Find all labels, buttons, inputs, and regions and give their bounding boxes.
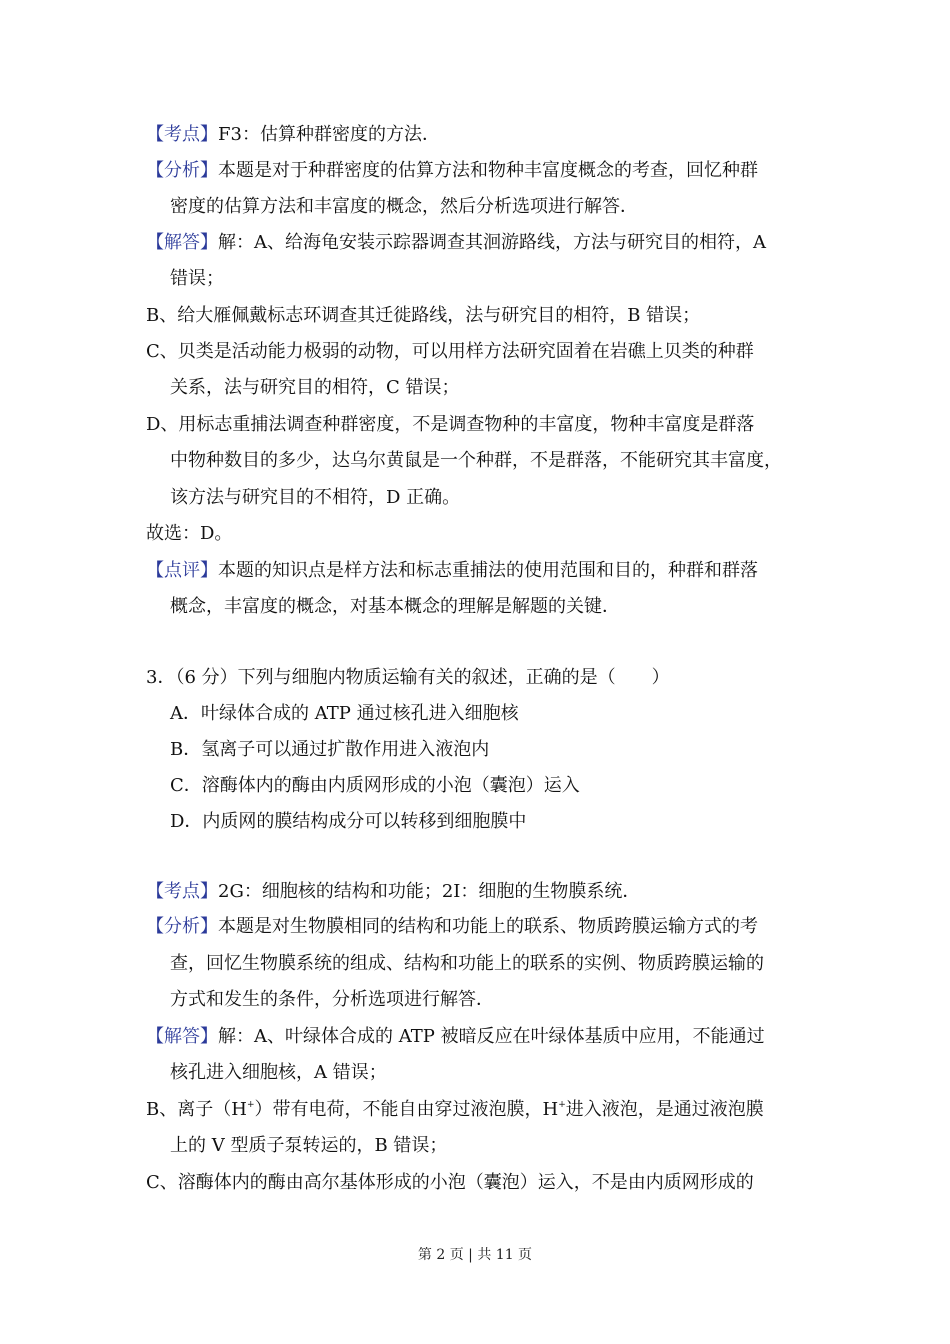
fenxi-line-2 [146, 915, 758, 939]
question-stem: 3．（6 分）下列与细胞内物质运输有关的叙述，正确的是（ ） [146, 667, 670, 688]
option-c: C．溶酶体内的酶由内质网形成的小泡（囊泡）运入 [170, 775, 580, 796]
jieda-continuation: 错误； [170, 268, 224, 289]
jieda-text: 解：A、给海龟安装示踪器调查其洄游路线，方法与研究目的相符，A [218, 232, 766, 253]
answer-b-2 [146, 1098, 764, 1122]
superscript-plus: + [558, 1100, 566, 1110]
jieda-tag: 【解答】 [146, 1026, 218, 1047]
jieda-tag: 【解答】 [146, 232, 218, 253]
fenxi-text: 本题是对生物膜相同的结构和功能上的联系、物质跨膜运输方式的考 [218, 916, 758, 937]
kaodian-tag: 【考点】 [146, 881, 218, 902]
kaodian-text: F3：估算种群密度的方法． [218, 124, 440, 145]
answer-c: C、贝类是活动能力极弱的动物，可以用样方法研究固着在岩礁上贝类的种群 [146, 341, 754, 362]
fenxi-tag: 【分析】 [146, 160, 218, 181]
fenxi-tag: 【分析】 [146, 916, 218, 937]
answer-b-2-continuation: 上的 V 型质子泵转运的，B 错误； [170, 1135, 448, 1156]
answer-b: B、给大雁佩戴标志环调查其迁徙路线，法与研究目的相符，B 错误； [146, 305, 701, 326]
kaodian-line-2 [146, 880, 640, 904]
answer-b-text-pre: B、离子（H [146, 1099, 247, 1120]
jieda-line-1 [146, 231, 766, 255]
kaodian-line-1 [146, 123, 440, 147]
answer-b-text-mid: ）带有电荷，不能自由穿过液泡膜，H [254, 1099, 559, 1120]
answer-c-continuation: 关系，法与研究目的相符，C 错误； [170, 377, 460, 398]
fenxi-text: 本题是对于种群密度的估算方法和物种丰富度概念的考查，回忆种群 [218, 160, 758, 181]
option-b: B．氢离子可以通过扩散作用进入液泡内 [170, 739, 490, 760]
answer-d: D、用标志重捕法调查种群密度，不是调查物种的丰富度，物种丰富度是群落 [146, 414, 755, 435]
dianping-text: 本题的知识点是样方法和标志重捕法的使用范围和目的，种群和群落 [218, 560, 758, 581]
jieda-line-2 [146, 1025, 765, 1049]
fenxi-continuation: 密度的估算方法和丰富度的概念，然后分析选项进行解答． [170, 196, 638, 217]
option-a: A．叶绿体合成的 ATP 通过核孔进入细胞核 [170, 703, 519, 724]
answer-d-continuation-1: 中物种数目的多少，达乌尔黄鼠是一个种群，不是群落，不能研究其丰富度， [170, 450, 782, 471]
fenxi-continuation-2: 方式和发生的条件，分析选项进行解答． [170, 989, 494, 1010]
kaodian-text: 2G：细胞核的结构和功能；2I：细胞的生物膜系统． [218, 881, 641, 902]
dianping-tag: 【点评】 [146, 560, 218, 581]
page-footer: 第 2 页 | 共 11 页 [417, 1247, 533, 1263]
fenxi-continuation-1: 查，回忆生物膜系统的组成、结构和功能上的联系的实例、物质跨膜运输的 [170, 953, 764, 974]
dianping-continuation: 概念，丰富度的概念，对基本概念的理解是解题的关键． [170, 596, 620, 617]
answer-b-text-post: 进入液泡，是通过液泡膜 [565, 1099, 764, 1120]
fenxi-line-1 [146, 159, 758, 183]
jieda-continuation: 核孔进入细胞核，A 错误； [170, 1062, 387, 1083]
dianping-line-1 [146, 559, 758, 583]
option-d: D．内质网的膜结构成分可以转移到细胞膜中 [170, 811, 527, 832]
kaodian-tag: 【考点】 [146, 124, 218, 145]
answer-c-2: C、溶酶体内的酶由高尔基体形成的小泡（囊泡）运入，不是由内质网形成的 [146, 1172, 754, 1193]
jieda-text: 解：A、叶绿体合成的 ATP 被暗反应在叶绿体基质中应用，不能通过 [218, 1026, 765, 1047]
final-choice: 故选：D。 [146, 523, 233, 544]
answer-d-continuation-2: 该方法与研究目的不相符，D 正确。 [170, 487, 461, 508]
superscript-plus: + [246, 1100, 255, 1110]
